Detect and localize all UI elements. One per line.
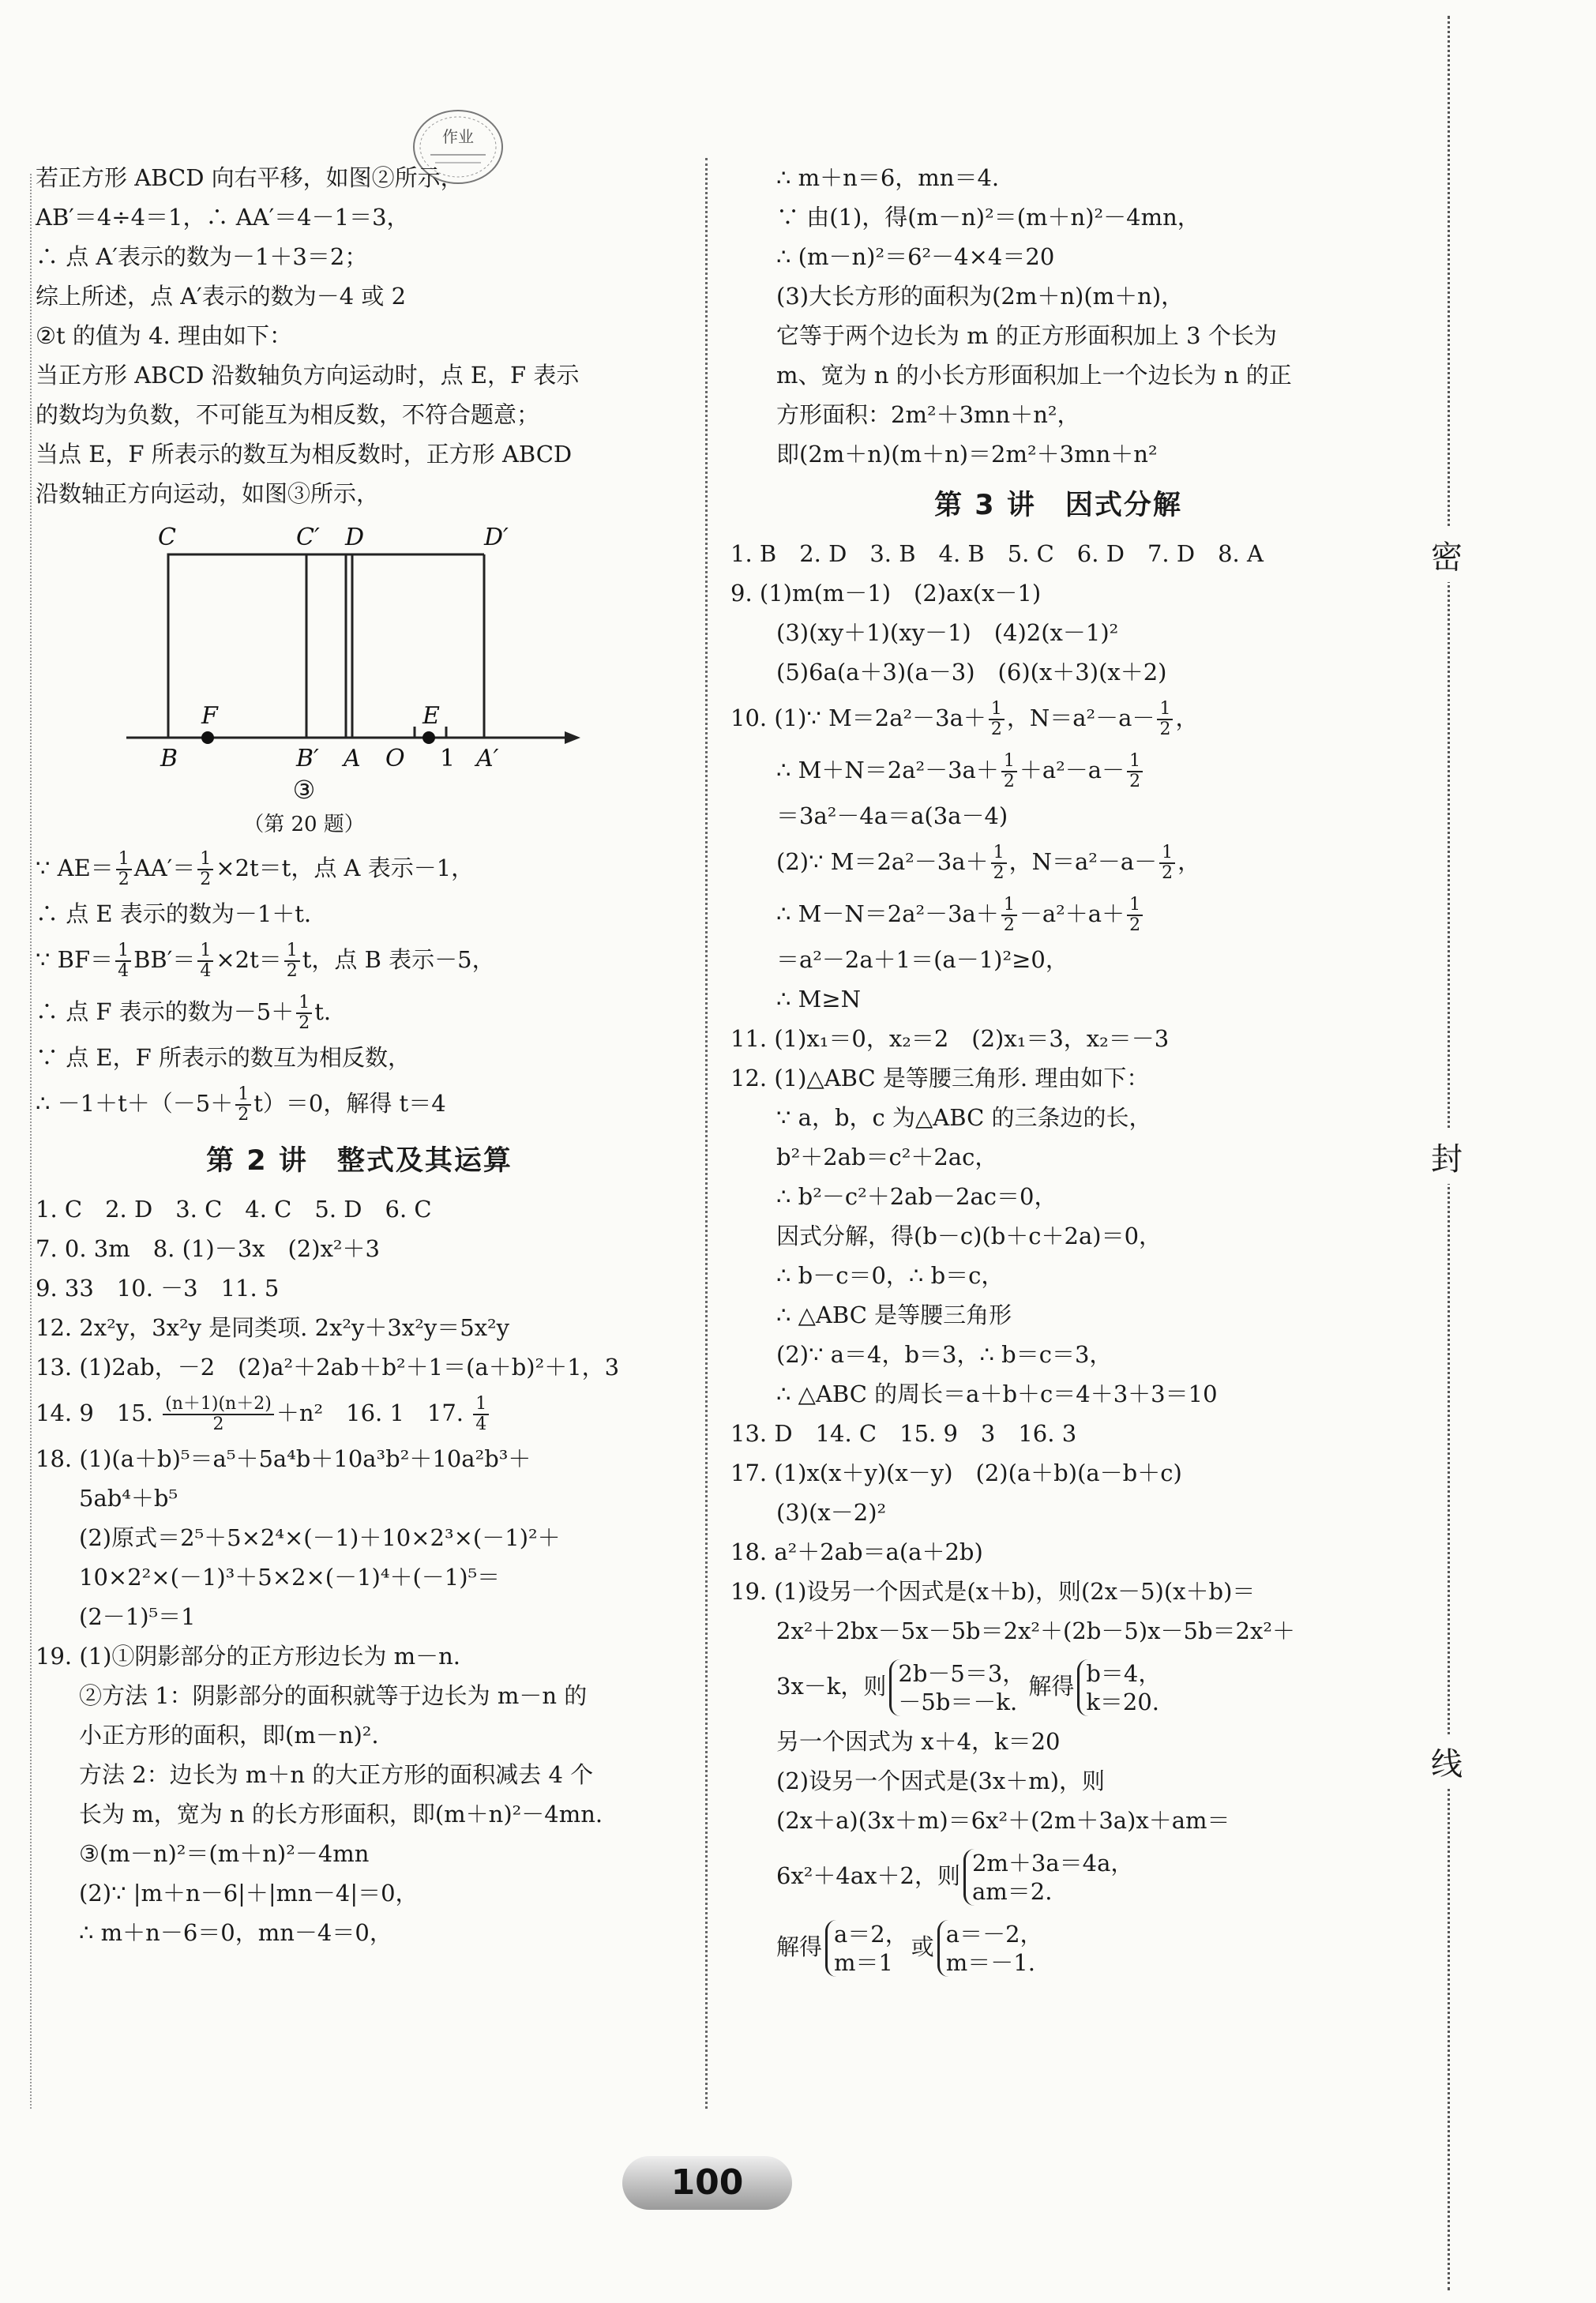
text-line: (3)大长方形的面积为(2m＋n)(m＋n)，	[776, 283, 1185, 310]
answer-line: (2－1)⁵＝1	[79, 1603, 196, 1630]
column-separator	[705, 158, 708, 2109]
answer-line: (2)∵ |m＋n－6|＋|mn－4|＝0，	[79, 1880, 419, 1907]
answer-line: 13. D 14. C 15. 9 3 16. 3	[730, 1420, 1077, 1447]
label-C: C	[158, 524, 176, 551]
figure-caption: （第 20 题）	[243, 813, 365, 836]
math-line: ∵ BF＝ $\frac{1}{4}$ BB′＝ $\frac{1}{4}$ ×2t＝ $\frac{1}{2}$ t，点 B 表示－5，	[36, 941, 495, 981]
label-D-prime: D′	[484, 524, 509, 551]
label-B-prime: B′	[296, 745, 319, 772]
binding-char-mi: 密	[1431, 528, 1463, 582]
text-line: 方形面积：2m²＋3mn＋n²，	[776, 401, 1080, 428]
answer-line: 11. (1)x₁＝0，x₂＝2 (2)x₁＝3，x₂＝－3	[730, 1025, 1170, 1052]
answer-line: ∵ a，b，c 为△ABC 的三条边的长，	[776, 1104, 1152, 1131]
answer-line: 9. 33 10. －3 11. 5	[36, 1275, 280, 1302]
answer-line: (2)原式＝2⁵＋5×2⁴×(－1)＋10×2³×(－1)²＋	[79, 1524, 561, 1551]
page-number: 100	[622, 2156, 792, 2210]
answer-line: (2)设另一个因式是(3x＋m)，则	[776, 1768, 1106, 1794]
figure-number: ③	[292, 775, 316, 805]
text-line: ∴ m＋n＝6，mn＝4.	[776, 164, 1000, 191]
label-B: B	[160, 745, 178, 772]
text-line: 若正方形 ABCD 向右平移，如图②所示，	[36, 164, 464, 191]
answer-line: 12. (1)△ABC 是等腰三角形. 理由如下：	[730, 1065, 1150, 1091]
text-line: 它等于两个边长为 m 的正方形面积加上 3 个长为	[776, 322, 1277, 349]
text-line: AB′＝4÷4＝1，∴ AA′＝4－1＝3，	[36, 204, 410, 231]
label-E: E	[422, 702, 440, 730]
answer-line: 19. (1)①阴影部分的正方形边长为 m－n.	[36, 1643, 461, 1670]
text-line: 的数均为负数，不可能互为相反数，不符合题意；	[36, 401, 540, 428]
answer-line: ∴ b²－c²＋2ab－2ac＝0，	[776, 1183, 1057, 1210]
answer-line: (2)∵ a＝4，b＝3，∴ b＝c＝3，	[776, 1341, 1113, 1368]
answer-line: 13. (1)2ab，－2 (2)a²＋2ab＋b²＋1＝(a＋b)²＋1，3	[36, 1354, 620, 1381]
system-line: 3x－k，则 2b－5＝3， －5b＝－k. 解得 b＝4， k＝20.	[776, 1660, 1162, 1715]
answer-line: 长为 m，宽为 n 的长方形面积，即(m＋n)²－4mn.	[79, 1801, 603, 1828]
math-line: ∵ AE＝ $\frac{1}{2}$ AA′＝ $\frac{1}{2}$ ×2t＝t，点 A 表示－1，	[36, 849, 475, 889]
point-F	[201, 731, 214, 744]
text-line: ∵ 点 E，F 所表示的数互为相反数，	[36, 1044, 411, 1071]
math-line: ∴ －1＋t＋（－5＋ $\frac{1}{2}$ t）＝0，解得 t＝4	[36, 1084, 446, 1125]
answer-line: 1. B 2. D 3. B 4. B 5. C 6. D 7. D 8. A	[730, 540, 1264, 567]
answer-line: ＝a²－2a＋1＝(a－1)²≥0，	[776, 946, 1068, 973]
answer-line: 9. (1)m(m－1) (2)ax(x－1)	[730, 580, 1042, 607]
label-F: F	[201, 702, 218, 730]
text-line: 当点 E，F 所表示的数互为相反数时，正方形 ABCD	[36, 441, 573, 468]
answer-line: 18. a²＋2ab＝a(a＋2b)	[730, 1538, 983, 1565]
text-line: 沿数轴正方向运动，如图③所示，	[36, 480, 380, 507]
answer-line: ∴ △ABC 是等腰三角形	[776, 1302, 1012, 1328]
answer-line: 5ab⁴＋b⁵	[79, 1485, 178, 1512]
answer-line: 18. (1)(a＋b)⁵＝a⁵＋5a⁴b＋10a³b²＋10a²b³＋	[36, 1445, 531, 1472]
math-line: ＝3a²－4a＝a(3a－4)	[776, 802, 1008, 829]
left-column	[36, 158, 683, 1952]
system-line: 6x²＋4ax＋2，则 2m＋3a＝4a， am＝2.	[776, 1850, 1134, 1905]
answer-line: 19. (1)设另一个因式是(x＋b)，则(2x－5)(x＋b)＝	[730, 1578, 1256, 1605]
text-line: 即(2m＋n)(m＋n)＝2m²＋3mn＋n²	[776, 441, 1158, 468]
label-D: D	[345, 524, 365, 551]
label-C-prime: C′	[296, 524, 320, 551]
answer-line: (3)(x－2)²	[776, 1499, 887, 1526]
text-line: m、宽为 n 的小长方形面积加上一个边长为 n 的正	[776, 362, 1292, 389]
axis-arrow	[565, 731, 580, 744]
section-heading-3: 第 3 讲 因式分解	[934, 490, 1182, 521]
answer-line: ∴ △ABC 的周长＝a＋b＋c＝4＋3＋3＝10	[776, 1381, 1218, 1407]
math-line: 10. (1)∵ M＝2a²－3a＋ $\frac{1}{2}$ ，N＝a²－a－ $\frac{1}{2}$ ，	[730, 699, 1199, 739]
answer-line: b²＋2ab＝c²＋2ac，	[776, 1144, 998, 1170]
math-line: (2)∵ M＝2a²－3a＋ $\frac{1}{2}$ ，N＝a²－a－ $\frac{1}{2}$ ，	[776, 843, 1201, 883]
answer-line: 14. 9 15. $\frac{(n+1)(n+2)}{2}$ ＋n² 16. 1 17. $\frac{1}{4}$	[36, 1387, 683, 1439]
answer-line: 2x²＋2bx－5x－5b＝2x²＋(2b－5)x－5b＝2x²＋	[776, 1617, 1295, 1644]
text-line: ②t 的值为 4. 理由如下：	[36, 322, 292, 349]
answer-line: ∴ b－c＝0，∴ b＝c，	[776, 1262, 1005, 1289]
answer-line: ②方法 1：阴影部分的面积就等于边长为 m－n 的	[79, 1682, 588, 1709]
text-line: ∵ 由(1)，得(m－n)²＝(m＋n)²－4mn，	[776, 204, 1200, 231]
square-original	[168, 554, 346, 738]
answer-line: 另一个因式为 x＋4，k＝20	[776, 1728, 1061, 1755]
logo-text: 作业	[442, 127, 474, 146]
math-line: ∴ M＋N＝2a²－3a＋ $\frac{1}{2}$ ＋a²－a－ $\frac{1}{2}$	[730, 744, 1386, 796]
section-heading-2: 第 2 讲 整式及其运算	[206, 1145, 513, 1177]
answer-line: ∴ M≥N	[776, 986, 862, 1012]
text-line: 综上所述，点 A′表示的数为－4 或 2	[36, 283, 407, 310]
answer-line: 因式分解，得(b－c)(b＋c＋2a)＝0，	[776, 1223, 1162, 1249]
label-A-prime: A′	[476, 745, 499, 772]
number-line-figure	[83, 520, 588, 772]
answer-line: 17. (1)x(x＋y)(x－y) (2)(a＋b)(a－b＋c)	[730, 1460, 1182, 1486]
answer-line: ∴ m＋n－6＝0，mn－4＝0，	[79, 1919, 392, 1946]
text-line: 当正方形 ABCD 沿数轴负方向运动时，点 E，F 表示	[36, 362, 580, 389]
binding-char-feng: 封	[1431, 1129, 1463, 1184]
label-O: O	[385, 745, 405, 772]
answer-line: 小正方形的面积，即(m－n)².	[79, 1722, 379, 1749]
left-margin-line	[30, 174, 32, 2109]
point-E	[422, 731, 435, 744]
answer-line: 12. 2x²y，3x²y 是同类项. 2x²y＋3x²y＝5x²y	[36, 1314, 510, 1341]
system-line: 解得 a＝2， m＝1 或 a＝－2， m＝－1.	[776, 1921, 1043, 1976]
answer-line: (2x＋a)(3x＋m)＝6x²＋(2m＋3a)x＋am＝	[776, 1807, 1230, 1834]
answer-line: 1. C 2. D 3. C 4. C 5. D 6. C	[36, 1196, 432, 1223]
label-A: A	[344, 745, 361, 772]
right-column	[730, 158, 1386, 1982]
answer-line: 方法 2：边长为 m＋n 的大正方形的面积减去 4 个	[79, 1761, 594, 1788]
math-line: ∴ 点 F 表示的数为－5＋ $\frac{1}{2}$ t.	[36, 993, 332, 1033]
binding-char-xian: 线	[1431, 1734, 1463, 1789]
label-one: 1	[440, 745, 456, 772]
answer-line: 7. 0. 3m 8. (1)－3x (2)x²＋3	[36, 1235, 381, 1262]
answer-line: (3)(xy＋1)(xy－1) (4)2(x－1)²	[776, 619, 1119, 646]
answer-line: (5)6a(a＋3)(a－3) (6)(x＋3)(x＋2)	[776, 659, 1167, 686]
math-line: ∴ M－N＝2a²－3a＋ $\frac{1}{2}$ －a²＋a＋ $\frac{1}{2}$	[730, 888, 1386, 940]
answer-line: 10×2²×(－1)³＋5×2×(－1)⁴＋(－1)⁵＝	[79, 1564, 501, 1591]
answer-line: ③(m－n)²＝(m＋n)²－4mn	[79, 1840, 370, 1867]
text-line: ∴ 点 A′表示的数为－1＋3＝2；	[36, 243, 368, 270]
text-line: ∴ (m－n)²＝6²－4×4＝20	[776, 243, 1055, 270]
text-line: ∴ 点 E 表示的数为－1＋t.	[36, 900, 312, 927]
